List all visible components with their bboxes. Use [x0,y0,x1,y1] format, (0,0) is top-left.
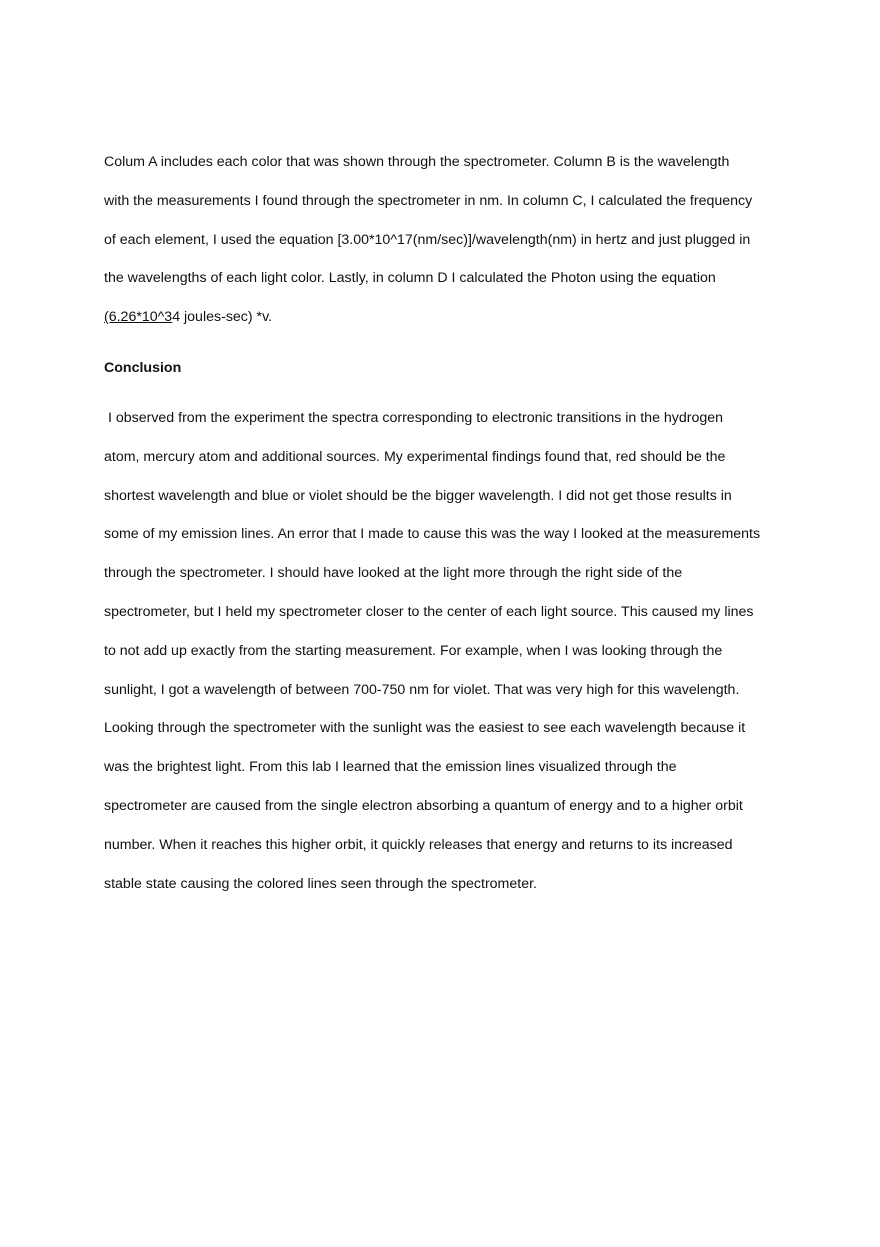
paragraph-line: shortest wavelength and blue or violet should be the bigger wavelength. I did not get those results in [104,487,732,504]
paragraph-line: through the spectrometer. I should have looked at the light more through the right side of the [104,565,683,582]
paragraph-line: spectrometer, but I held my spectrometer closer to the center of each light source. This caused my lines [104,603,754,620]
paragraph-line: atom, mercury atom and additional sources. My experimental findings found that, red should be the [104,448,726,465]
paragraph-line [104,298,780,337]
paragraph-line: spectrometer are caused from the single electron absorbing a quantum of energy and to a higher orbit [104,797,743,814]
paragraph-line: number. When it reaches this higher orbit, it quickly releases that energy and returns to its increased [104,836,733,853]
paragraph-line: sunlight, I got a wavelength of between 700-750 nm for violet. That was very high for this wavelength. [104,681,740,698]
paragraph-line: some of my emission lines. An error that I made to cause this was the way I looked at the measurements [104,526,761,543]
paragraph-line: with the measurements I found through the spectrometer in nm. In column C, I calculated the frequency [104,192,753,209]
paragraph-line: Looking through the spectrometer with the sunlight was the easiest to see each wavelength because it [104,720,746,737]
paragraph-line: Colum A includes each color that was shown through the spectrometer. Column B is the wavelength [104,154,730,170]
document-body [104,143,780,903]
methods-paragraph [104,143,780,337]
paragraph-line: to not add up exactly from the starting measurement. For example, when I was looking through the [104,642,723,659]
conclusion-paragraph [104,399,780,903]
conclusion-heading: Conclusion [104,359,182,376]
paragraph-line: I observed from the experiment the spectra corresponding to electronic transitions in the hydrogen [104,409,724,426]
paragraph-line: stable state causing the colored lines seen through the spectrometer. [104,875,537,892]
underlined-equation-text: (6.26*10^3 [104,309,173,326]
paragraph-line: the wavelengths of each light color. Lastly, in column D I calculated the Photon using the equation [104,270,716,287]
equation-text-rest: 4 joules-sec) *v. [172,309,273,326]
paragraph-line: was the brightest light. From this lab I learned that the emission lines visualized through the [104,759,677,776]
paragraph-line: of each element, I used the equation [3.00*10^17(nm/sec)]/wavelength(nm) in hertz and just plugged in [104,231,751,248]
